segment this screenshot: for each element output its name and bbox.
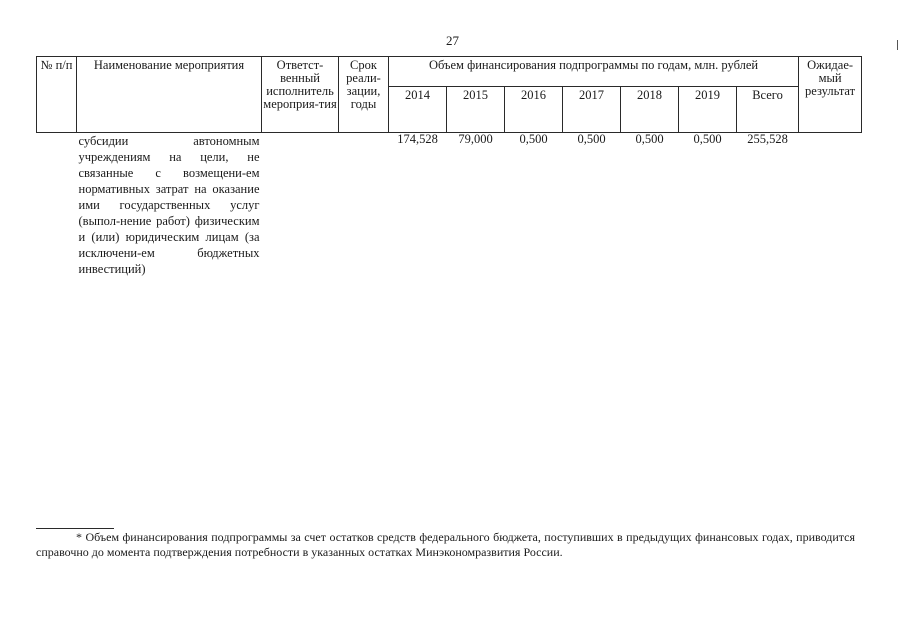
row-value-2019: 0,500 bbox=[693, 132, 722, 146]
row-result bbox=[799, 133, 862, 278]
table-row bbox=[37, 133, 862, 278]
header-year-2014: 2014 bbox=[389, 87, 447, 133]
header-responsible: Ответст-венный исполнитель мероприя-тия bbox=[262, 57, 339, 133]
footnote: * Объем финансирования подпрограммы за счет остатков средств федерального бюджета, поступивших в предыдущих финансовых годах, приводится справочно до момента подтверждения потребности в указанных остатках Минэкономразвития России. bbox=[36, 530, 855, 559]
header-name: Наименование мероприятия bbox=[77, 57, 262, 133]
header-year-2019: 2019 bbox=[679, 87, 737, 133]
header-financing: Объем финансирования подпрограммы по годам, млн. рублей bbox=[389, 57, 799, 87]
row-name: субсидии автономным учреждениям на цели, не связанные с возмещени-ем нормативных затрат на оказание ими государственных услуг (выпол-нение работ) физическим и (или) юридическим лицам (за исключени-ем бюджетных инвестиций) bbox=[78, 134, 260, 276]
financing-table bbox=[36, 56, 862, 277]
header-term: Срок реали-зации, годы bbox=[339, 57, 389, 133]
header-result: Ожидае-мый результат bbox=[799, 57, 862, 133]
header-year-2015: 2015 bbox=[447, 87, 505, 133]
header-num: № п/п bbox=[37, 57, 77, 133]
row-value-2016: 0,500 bbox=[519, 132, 548, 146]
footnote-divider bbox=[36, 528, 114, 529]
page-number: 27 bbox=[446, 33, 459, 48]
row-value-2018: 0,500 bbox=[635, 132, 664, 146]
header-year-2017: 2017 bbox=[563, 87, 621, 133]
scan-mark bbox=[897, 40, 900, 50]
row-value-total: 255,528 bbox=[747, 132, 788, 146]
row-value-2014: 174,528 bbox=[397, 132, 438, 146]
header-total: Всего bbox=[737, 87, 799, 133]
row-value-2017: 0,500 bbox=[577, 132, 606, 146]
header-year-2016: 2016 bbox=[505, 87, 563, 133]
row-term bbox=[339, 133, 389, 278]
header-year-2018: 2018 bbox=[621, 87, 679, 133]
row-value-2015: 79,000 bbox=[458, 132, 493, 146]
row-responsible bbox=[262, 133, 339, 278]
row-num bbox=[37, 133, 77, 278]
